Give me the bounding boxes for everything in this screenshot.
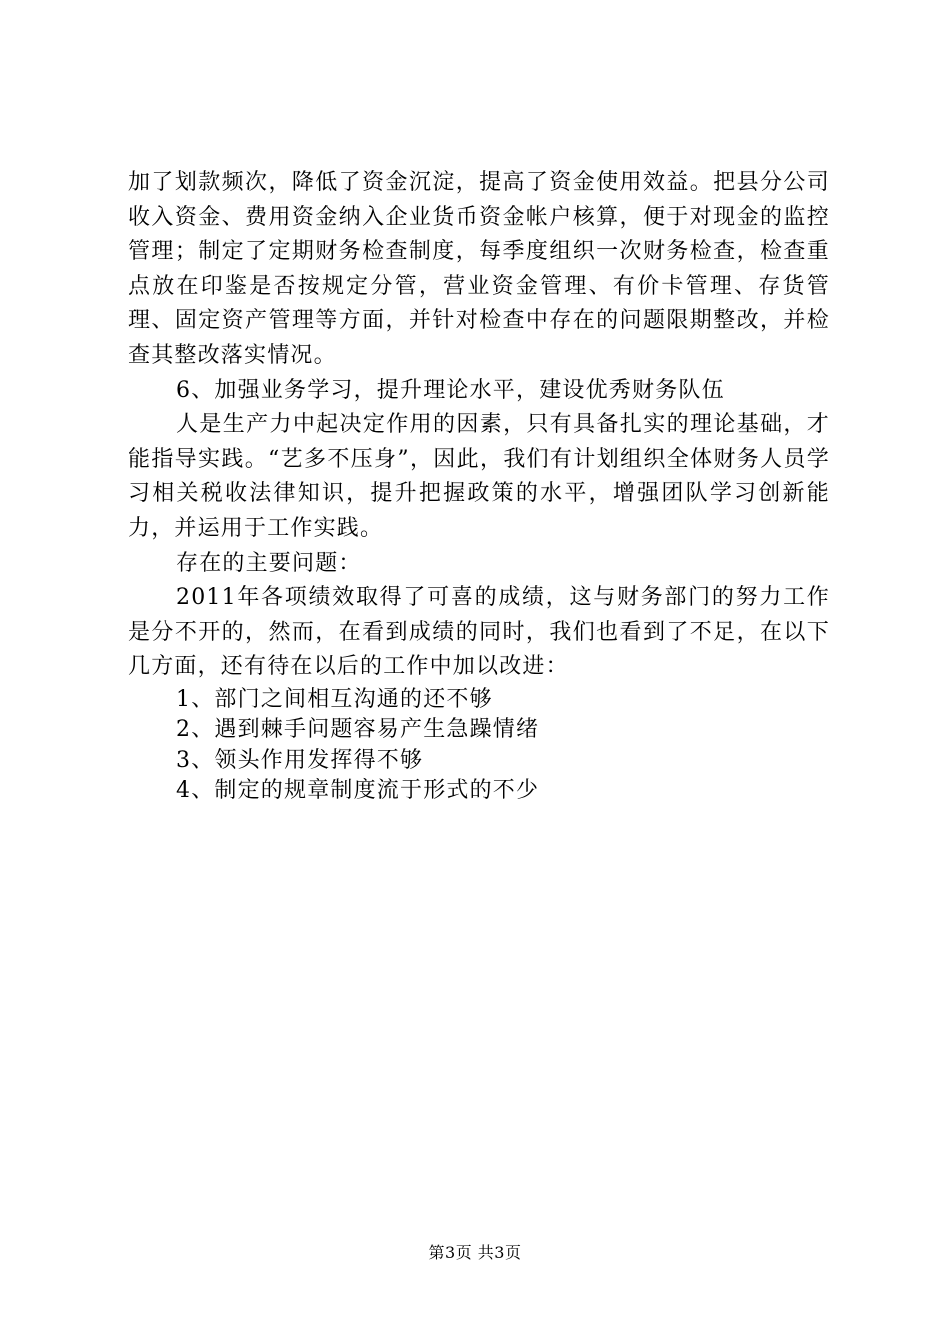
list-item: 2、遇到棘手问题容易产生急躁情绪 bbox=[176, 717, 540, 743]
section-heading-study: 6、加强业务学习，提升理论水平，建设优秀财务队伍 bbox=[176, 377, 725, 403]
paragraph-team-training: 人是生产力中起决定作用的因素，只有具备扎实的理论基础，才能指导实践。“艺多不压身”，因此，我们有计划组织全体财务人员学习相关税收法律知识，提升把握政策的水平，增强团队学习创新能力，并运用于工作实践。 bbox=[128, 412, 830, 541]
page-footer: 第3页 共3页 bbox=[428, 1243, 522, 1262]
list-item: 3、领头作用发挥得不够 bbox=[176, 747, 424, 773]
paragraph-achievements: 2011年各项绩效取得了可喜的成绩，这与财务部门的努力工作是分不开的，然而，在看到成绩的同时，我们也看到了不足，在以下几方面，还有待在以后的工作中加以改进： bbox=[128, 585, 830, 680]
list-item: 1、部门之间相互沟通的还不够 bbox=[176, 686, 493, 712]
list-item: 4、制定的规章制度流于形式的不少 bbox=[176, 778, 540, 804]
section-heading-issues: 存在的主要问题： bbox=[176, 550, 362, 576]
document-body bbox=[128, 166, 830, 807]
issues-list bbox=[128, 685, 830, 807]
paragraph-fund-management: 加了划款频次，降低了资金沉淀，提高了资金使用效益。把县分公司收入资金、费用资金纳入企业货币资金帐户核算，便于对现金的监控管理；制定了定期财务检查制度，每季度组织一次财务检查，检查重点放在印鉴是否按规定分管，营业资金管理、有价卡管理、存货管理、固定资产管理等方面，并针对检查中存在的问题限期整改，并检查其整改落实情况。 bbox=[128, 170, 830, 368]
